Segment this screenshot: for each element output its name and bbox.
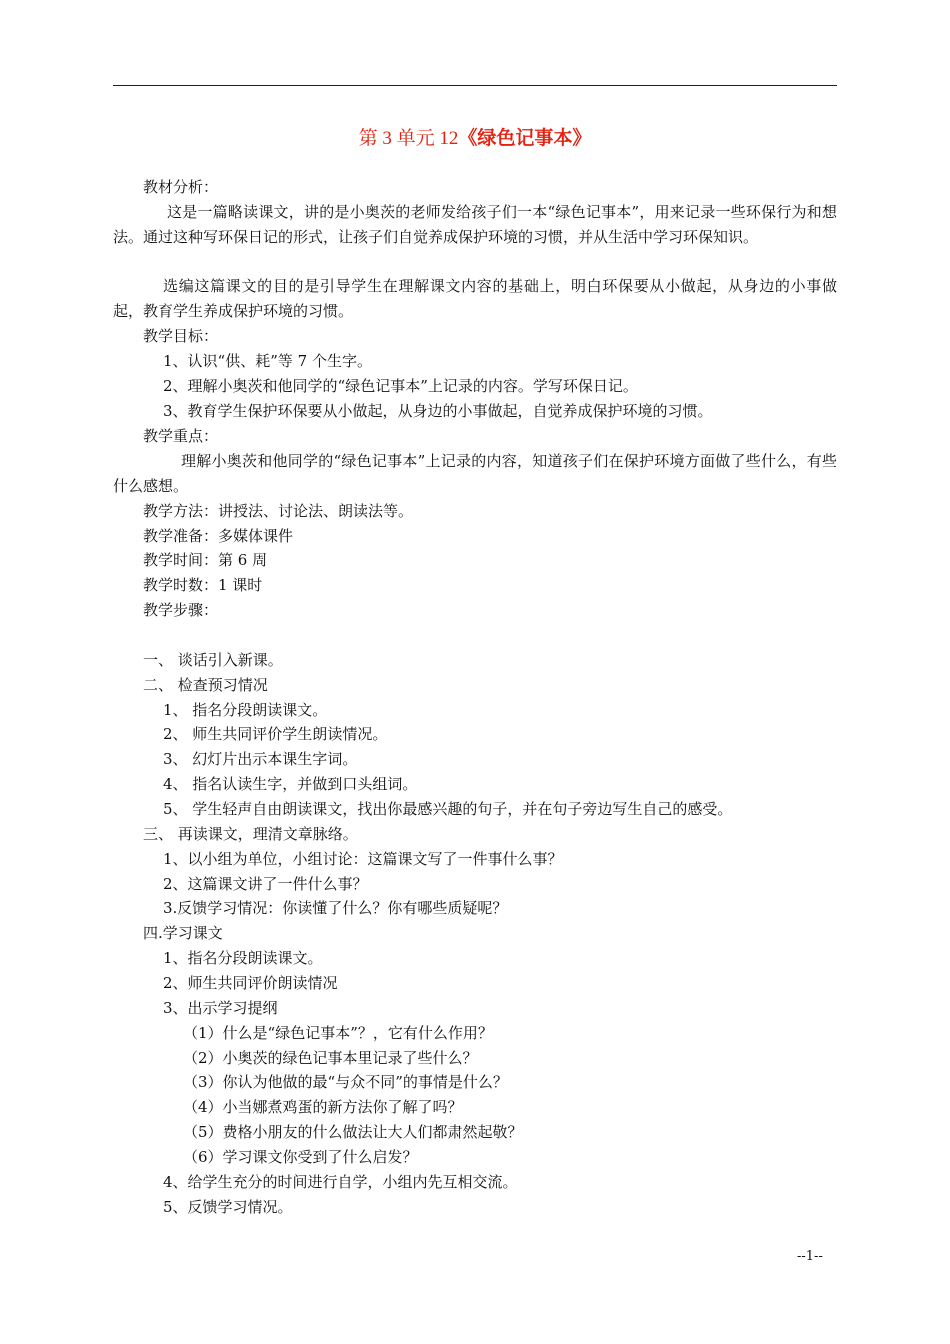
outline-item: （5）费格小朋友的什么做法让大人们都肃然起敬？: [183, 1123, 523, 1141]
outline-item: （1）什么是“绿色记事本”？，它有什么作用？: [183, 1024, 493, 1042]
step-4-item: 2、师生共同评价朗读情况: [163, 974, 338, 992]
key-points-heading: 教学重点：: [143, 427, 219, 445]
step-4-item: 3、出示学习提纲: [163, 999, 278, 1017]
header-rule: [113, 85, 837, 86]
step-4: 四.学习课文: [143, 924, 223, 942]
outline-item: （6）学习课文你受到了什么启发？: [183, 1148, 418, 1166]
step-4-item: 1、指名分段朗读课文。: [163, 949, 323, 967]
title-unit: 第 3 单元 12: [358, 128, 459, 149]
step-2-item: 5、 学生轻声自由朗读课文，找出你最感兴趣的句子，并在句子旁边写生自己的感受。: [163, 800, 733, 818]
step-2: 二、 检查预习情况: [143, 676, 268, 694]
material-analysis-paragraph-1: 这是一篇略读课文，讲的是小奥茨的老师发给孩子们一本“绿色记事本”，用来记录一些环保行为和想法。通过这种写环保日记的形式，让孩子们自觉养成保护环境的习惯，并从生活中学习环保知识。: [113, 203, 837, 246]
objective-item: 2、理解小奥茨和他同学的“绿色记事本”上记录的内容。学写环保日记。: [163, 377, 638, 395]
step-3-item: 2、这篇课文讲了一件什么事？: [163, 875, 368, 893]
step-4-item: 4、给学生充分的时间进行自学，小组内先互相交流。: [163, 1173, 518, 1191]
teaching-steps-heading: 教学步骤：: [143, 601, 219, 619]
teaching-preparation: 教学准备：多媒体课件: [143, 527, 294, 545]
document-title: [0, 124, 950, 153]
page-number: --1--: [797, 1249, 823, 1264]
objective-item: 3、教育学生保护环保要从小做起，从身边的小事做起，自觉养成保护环境的习惯。: [163, 402, 713, 420]
outline-item: （4）小当娜煮鸡蛋的新方法你了解了吗？: [183, 1098, 463, 1116]
step-4-item: 5、反馈学习情况。: [163, 1198, 293, 1216]
outline-item: （2）小奥茨的绿色记事本里记录了些什么？: [183, 1049, 478, 1067]
step-3: 三、 再读课文，理清文章脉络。: [143, 825, 358, 843]
step-3-item: 3.反馈学习情况：你读懂了什么？你有哪些质疑呢？: [163, 899, 508, 917]
title-lesson: 《绿色记事本》: [458, 127, 592, 149]
material-analysis-paragraph-2: 选编这篇课文的目的是引导学生在理解课文内容的基础上，明白环保要从小做起，从身边的小事做起，教育学生养成保护环境的习惯。: [113, 277, 837, 320]
key-points-text: 理解小奥茨和他同学的“绿色记事本”上记录的内容，知道孩子们在保护环境方面做了些什么，有些什么感想。: [113, 452, 837, 495]
step-1: 一、 谈话引入新课。: [143, 651, 283, 669]
step-2-item: 2、 师生共同评价学生朗读情况。: [163, 725, 388, 743]
step-2-item: 1、 指名分段朗读课文。: [163, 701, 328, 719]
teaching-time: 教学时间：第 6 周: [143, 551, 268, 569]
step-2-item: 3、 幻灯片出示本课生字词。: [163, 750, 358, 768]
objectives-heading: 教学目标：: [143, 327, 219, 345]
step-2-item: 4、 指名认读生字，并做到口头组词。: [163, 775, 418, 793]
objective-item: 1、认识“供、耗”等 7 个生字。: [163, 352, 372, 370]
teaching-hours: 教学时数：1 课时: [143, 576, 263, 594]
material-analysis-heading: 教材分析：: [143, 178, 219, 196]
step-3-item: 1、以小组为单位，小组讨论：这篇课文写了一件事什么事？: [163, 850, 563, 868]
teaching-method: 教学方法：讲授法、讨论法、朗读法等。: [143, 502, 414, 520]
outline-item: （3）你认为他做的最“与众不同”的事情是什么？: [183, 1073, 508, 1091]
